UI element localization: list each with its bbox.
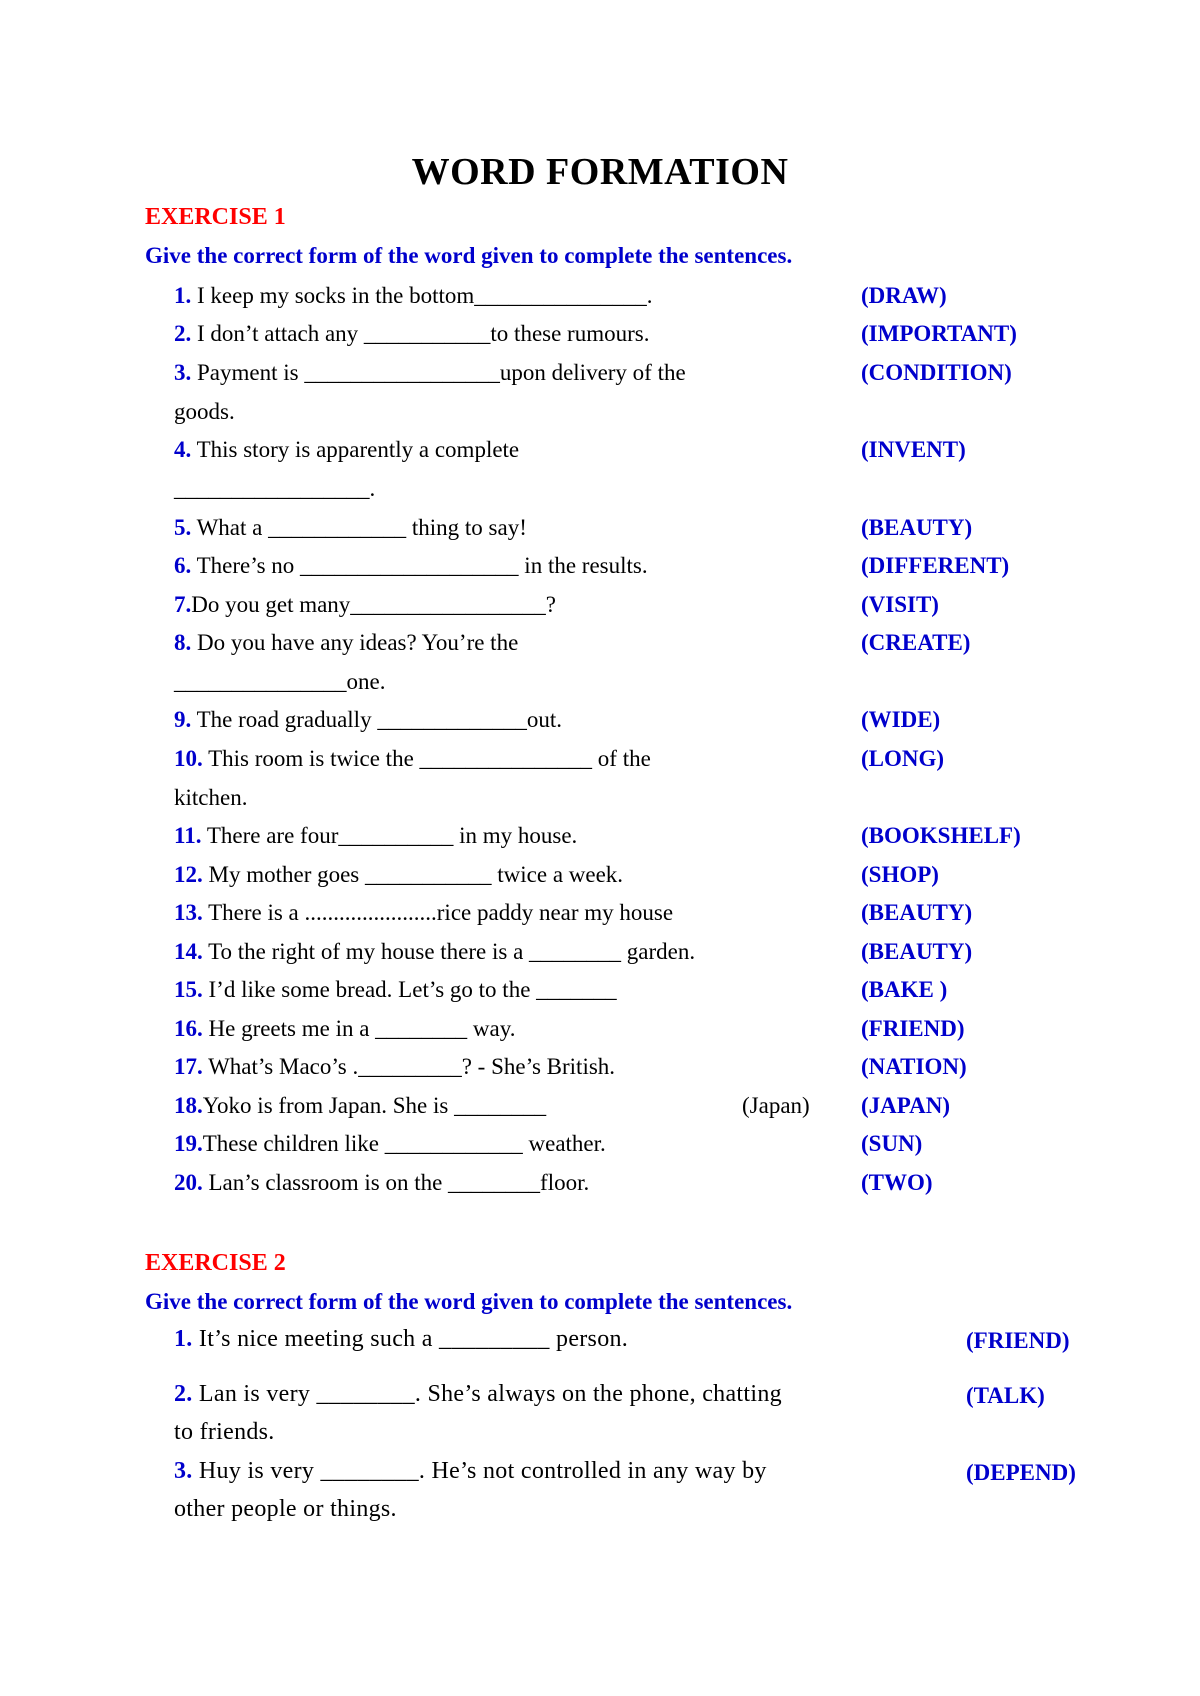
word-cue: (BAKE )	[861, 977, 948, 1002]
exercise-1-instruction: Give the correct form of the word given to complete the sentences.	[145, 243, 793, 268]
word-cue: (DRAW)	[861, 283, 947, 308]
word-cue: (INVENT)	[861, 437, 966, 462]
word-cue: (BEAUTY)	[861, 900, 973, 925]
exercise-2-instruction: Give the correct form of the word given to complete the sentences.	[145, 1289, 793, 1314]
question-item-continuation: other people or things.	[174, 1496, 397, 1522]
question-item-continuation: _________________.	[174, 476, 376, 501]
word-cue: (DIFFERENT)	[861, 553, 1010, 578]
question-item: 2. Lan is very ________. She’s always on the phone, chatting	[174, 1381, 782, 1407]
question-item: 1. I keep my socks in the bottom_______________.	[174, 283, 653, 308]
question-item-continuation: _______________one.	[174, 669, 386, 694]
question-item: 13. There is a .......................rice paddy near my house	[174, 900, 674, 925]
question-item: 18.Yoko is from Japan. She is ________	[174, 1093, 547, 1118]
word-cue: (VISIT)	[861, 592, 939, 617]
hint-note: (Japan)	[742, 1093, 810, 1118]
question-item: 14. To the right of my house there is a ________ garden.	[174, 939, 696, 964]
page-title: WORD FORMATION	[411, 151, 789, 193]
question-item: 5. What a ____________ thing to say!	[174, 515, 527, 540]
question-item-continuation: to friends.	[174, 1419, 275, 1445]
question-item-continuation: goods.	[174, 399, 235, 424]
word-cue: (BOOKSHELF)	[861, 823, 1021, 848]
question-item: 4. This story is apparently a complete	[174, 437, 520, 462]
word-cue: (CONDITION)	[861, 360, 1012, 385]
word-cue: (NATION)	[861, 1054, 967, 1079]
question-item: 3. Huy is very ________. He’s not controlled in any way by	[174, 1458, 767, 1484]
word-cue: (SUN)	[861, 1131, 923, 1156]
word-cue: (JAPAN)	[861, 1093, 950, 1118]
word-cue: (SHOP)	[861, 862, 939, 887]
word-cue: (LONG)	[861, 746, 945, 771]
word-cue: (TWO)	[861, 1170, 933, 1195]
question-item: 16. He greets me in a ________ way.	[174, 1016, 516, 1041]
question-item: 19.These children like ____________ weather.	[174, 1131, 606, 1156]
word-cue: (DEPEND)	[966, 1460, 1076, 1485]
question-item: 20. Lan’s classroom is on the ________floor.	[174, 1170, 590, 1195]
word-cue: (CREATE)	[861, 630, 971, 655]
question-item: 8. Do you have any ideas? You’re the	[174, 630, 519, 655]
question-item: 3. Payment is _________________upon delivery of the	[174, 360, 686, 385]
question-item-continuation: kitchen.	[174, 785, 248, 810]
question-item: 7.Do you get many_________________?	[174, 592, 557, 617]
word-cue: (FRIEND)	[861, 1016, 965, 1041]
word-cue: (TALK)	[966, 1383, 1045, 1408]
question-item: 9. The road gradually _____________out.	[174, 707, 562, 732]
word-cue: (WIDE)	[861, 707, 941, 732]
word-cue: (BEAUTY)	[861, 515, 973, 540]
question-item: 10. This room is twice the _______________ of the	[174, 746, 651, 771]
word-cue: (BEAUTY)	[861, 939, 973, 964]
word-cue: (FRIEND)	[966, 1328, 1070, 1353]
exercise-1-heading: EXERCISE 1	[145, 204, 286, 230]
question-item: 12. My mother goes ___________ twice a week.	[174, 862, 624, 887]
question-item: 17. What’s Maco’s ._________? - She’s British.	[174, 1054, 616, 1079]
question-item: 2. I don’t attach any ___________to these rumours.	[174, 321, 650, 346]
question-item: 11. There are four__________ in my house.	[174, 823, 578, 848]
exercise-2-heading: EXERCISE 2	[145, 1250, 286, 1276]
question-item: 15. I’d like some bread. Let’s go to the _______	[174, 977, 617, 1002]
question-item: 1. It’s nice meeting such a _________ person.	[174, 1326, 629, 1352]
question-item: 6. There’s no ___________________ in the results.	[174, 553, 648, 578]
word-cue: (IMPORTANT)	[861, 321, 1017, 346]
